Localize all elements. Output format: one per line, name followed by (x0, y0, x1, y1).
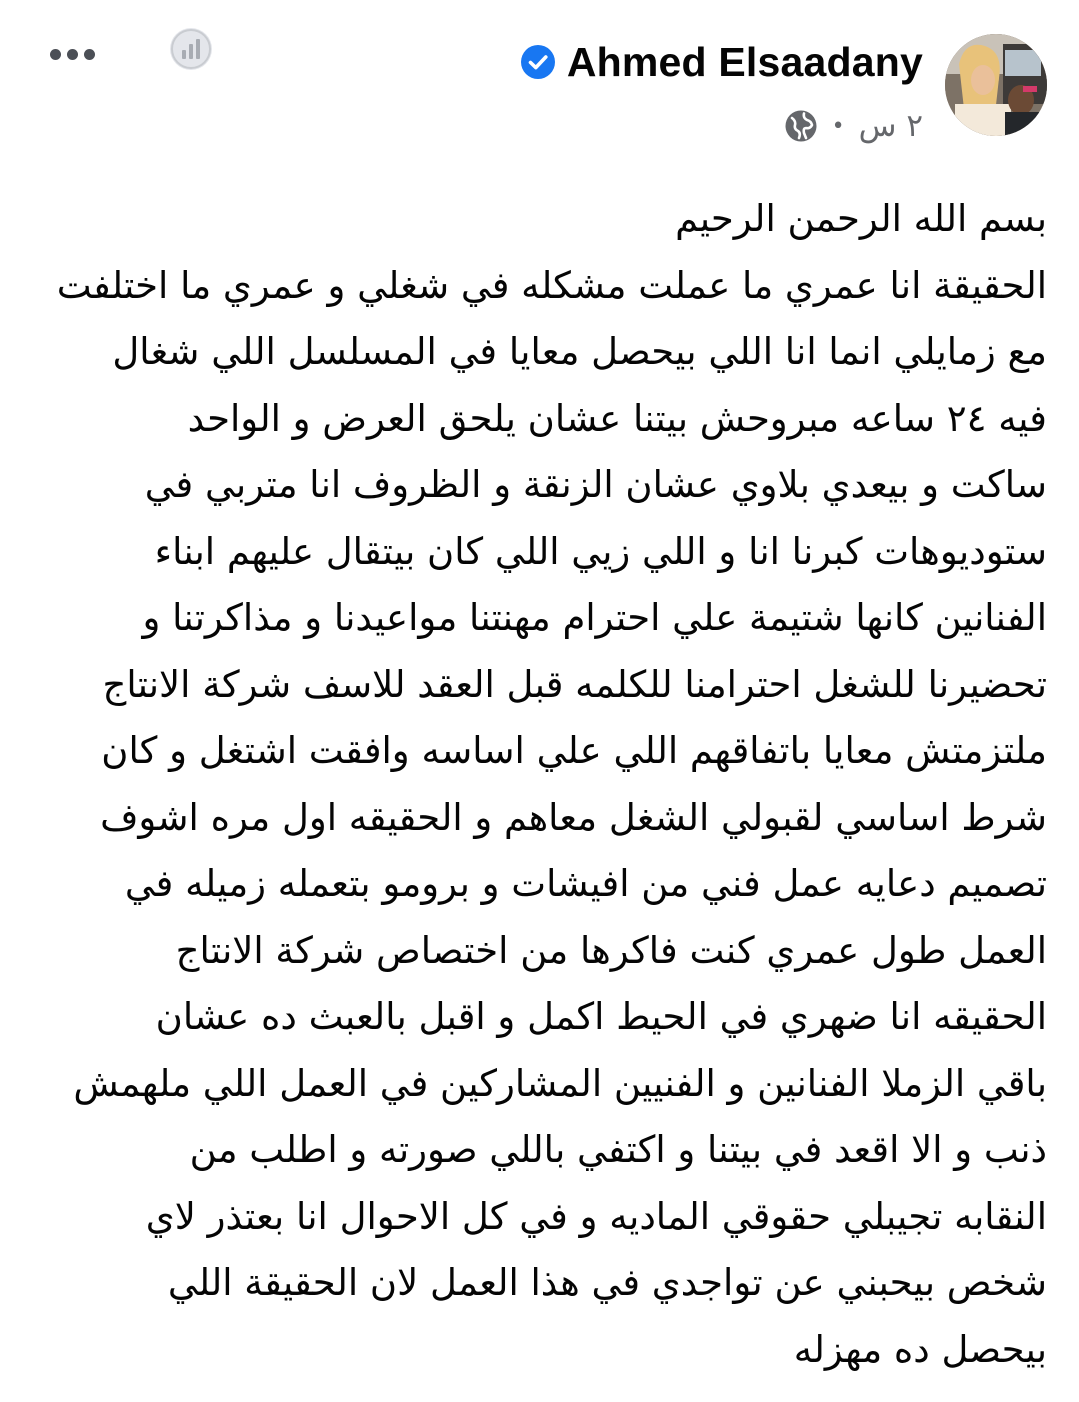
more-options-icon (67, 49, 78, 60)
verified-badge-icon (521, 45, 555, 79)
post-line: شخص بيحبني عن تواجدي في هذا العمل لان الحقيقة اللي (167, 1261, 1047, 1304)
post-line: ستوديوهات كبرنا انا و اللي زيي اللي كان بيتقال عليهم ابناء (154, 529, 1047, 573)
post-line: بسم الله الرحمن الرحيم (675, 197, 1047, 240)
post-line: الحقيقة انا عمري ما عملت مشكله في شغلي و عمري ما اختلفت (56, 263, 1047, 307)
post-body (37, 186, 1047, 1383)
globe-icon[interactable] (784, 109, 818, 143)
post-line: فيه ٢٤ ساعه مبروحش بيتنا عشان يلحق العرض و الواحد (187, 396, 1047, 440)
post-line: ساكت و بيعدي بلاوي عشان الزنقة و الظروف انا متربي في (144, 463, 1047, 506)
post-line: بيحصل ده مهزله (793, 1327, 1047, 1371)
author-row (521, 36, 923, 88)
avatar-image (945, 34, 1047, 136)
insights-icon[interactable] (168, 26, 214, 72)
meta-separator: • (831, 113, 845, 139)
post-line: تصميم دعايه عمل فني من افيشات و برومو بتعمله زميله في (124, 862, 1047, 905)
post-line: العمل طول عمري كنت فاكرها من اختصاص شركة الانتاج (175, 928, 1047, 972)
post-meta (784, 104, 923, 148)
post-line: النقابه تجيبلي حقوقي الماديه و في كل الاحوال انا بعتذر لاي (145, 1194, 1047, 1238)
author-name[interactable]: Ahmed Elsaadany (566, 38, 923, 85)
post-line: شرط اساسي لقبولي الشغل معاهم و الحقيقه اول مره اشوف (100, 795, 1047, 839)
author-avatar[interactable] (945, 34, 1047, 136)
post-timestamp[interactable]: ٢ س (858, 108, 923, 144)
post-line: الحقيقه انا ضهري في الحيط اكمل و اقبل بالعبث ده عشان (155, 995, 1047, 1038)
more-options-icon (84, 49, 95, 60)
post-line: الفنانين كانها شتيمة علي احترام مهنتنا مواعيدنا و مذاكرتنا و (142, 596, 1047, 639)
post-line: تحضيرنا للشغل احترامنا للكلمه قبل العقد للاسف شركة الانتاج (102, 662, 1047, 706)
more-options-icon (50, 49, 61, 60)
more-options-button[interactable] (40, 34, 104, 74)
post-line: باقي الزملا الفنانين و الفنيين المشاركين في العمل اللي ملهمش (73, 1061, 1047, 1105)
post-line: ذنب و الا اقعد في بيتنا و اكتفي باللي صورته و اطلب من (189, 1128, 1047, 1171)
post-line: ملتزمتش معايا باتفاقهم اللي علي اساسه وافقت اشتغل و كان (101, 729, 1047, 772)
post-line: مع زمايلي انما انا اللي بيحصل معايا في المسلسل اللي شغال (112, 330, 1047, 373)
